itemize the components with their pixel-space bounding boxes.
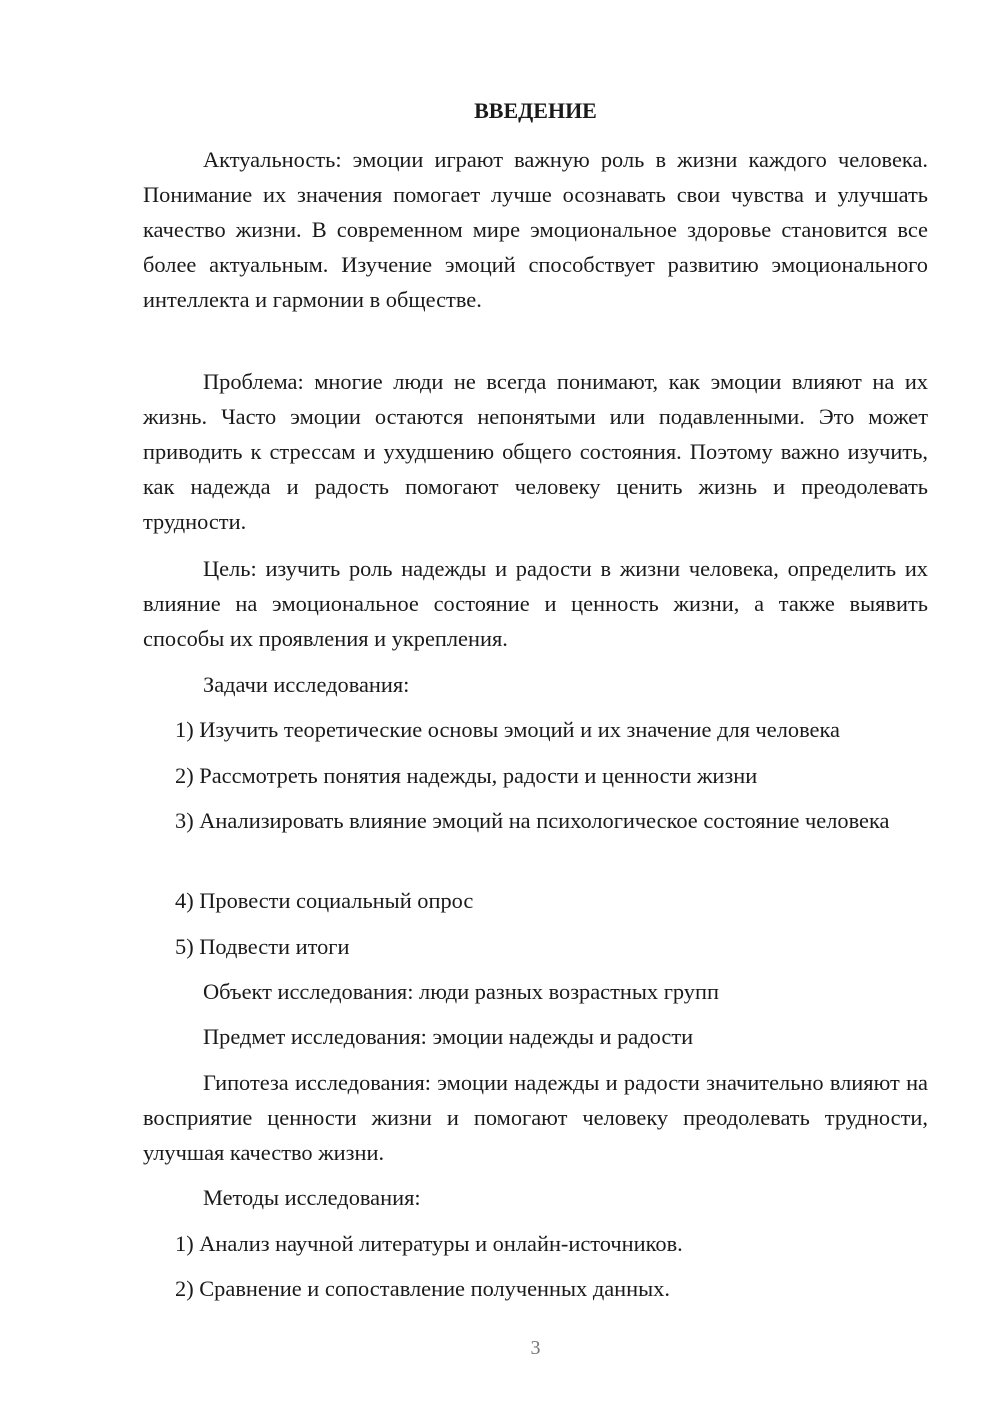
subject-paragraph: Предмет исследования: эмоции надежды и радости	[203, 1024, 694, 1049]
object-paragraph: Объект исследования: люди разных возрастных групп	[203, 979, 719, 1004]
task-item-2: 2) Рассмотреть понятия надежды, радости и ценности жизни	[175, 763, 758, 788]
method-item-2: 2) Сравнение и сопоставление полученных данных.	[175, 1276, 670, 1301]
document-page	[143, 0, 928, 1414]
page-number: 3	[530, 1337, 541, 1359]
problem-paragraph: Проблема: многие люди не всегда понимают, как эмоции влияют на их жизнь. Часто эмоции остаются непонятыми или подавленными. Это может приводить к стрессам и ухудшению общего состояния. Поэтому важно изучить, как надежда и радость помогают человеку ценить жизнь и преодолевать трудности.	[143, 369, 928, 534]
task-item-5: 5) Подвести итоги	[175, 934, 350, 959]
task-item-1: 1) Изучить теоретические основы эмоций и их значение для человека	[175, 717, 840, 742]
task-item-4: 4) Провести социальный опрос	[175, 888, 474, 913]
page-title: ВВЕДЕНИЕ	[474, 98, 597, 123]
tasks-heading: Задачи исследования:	[203, 672, 410, 697]
task-item-3: 3) Анализировать влияние эмоций на психологическое состояние человека	[175, 808, 890, 833]
relevance-paragraph: Актуальность: эмоции играют важную роль в жизни каждого человека. Понимание их значения помогает лучше осознавать свои чувства и улучшать качество жизни. В современном мире эмоциональное здоровье становится все более актуальным. Изучение эмоций способствует развитию эмоционального интеллекта и гармонии в обществе.	[143, 147, 928, 312]
goal-paragraph: Цель: изучить роль надежды и радости в жизни человека, определить их влияние на эмоциональное состояние и ценность жизни, а также выявить способы их проявления и укрепления.	[143, 556, 928, 651]
method-item-1: 1) Анализ научной литературы и онлайн-источников.	[175, 1231, 683, 1256]
methods-heading: Методы исследования:	[203, 1185, 421, 1210]
hypothesis-paragraph: Гипотеза исследования: эмоции надежды и радости значительно влияют на восприятие ценности жизни и помогают человеку преодолевать трудности, улучшая качество жизни.	[143, 1070, 928, 1165]
